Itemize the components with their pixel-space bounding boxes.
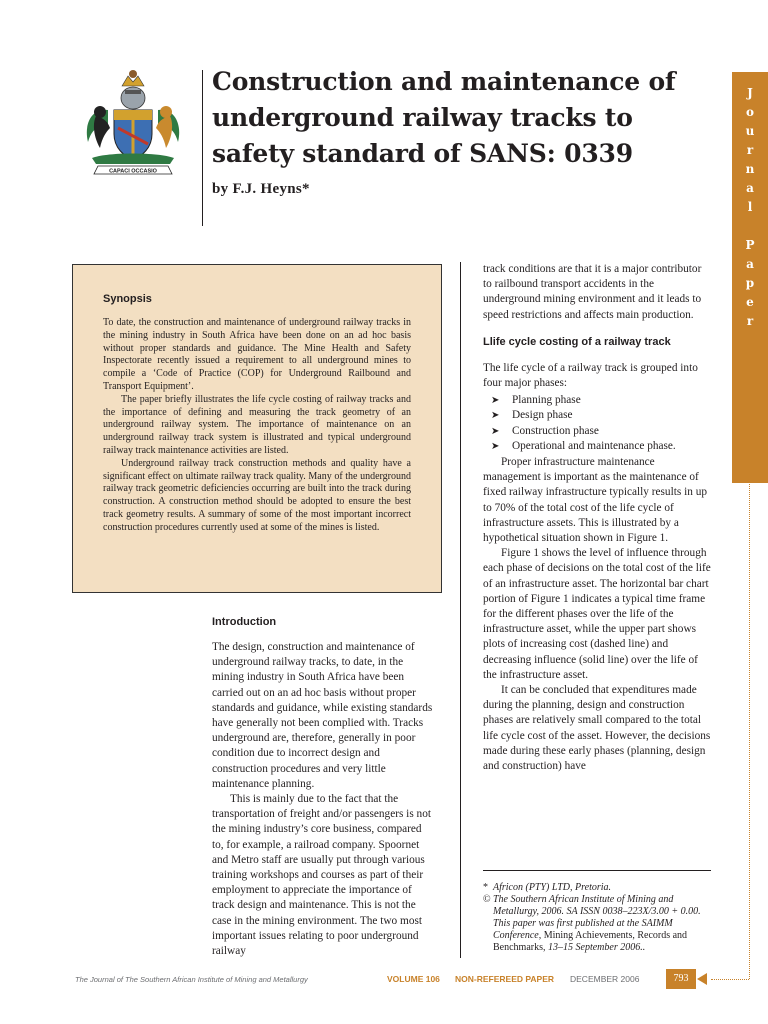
footnote-text: Africon (PTY) LTD, Pretoria. xyxy=(493,882,612,893)
synopsis-paragraph: The paper briefly illustrates the life cycle costing of railway tracks and the importance of defining and measuring the track geometry of an underground railway system. The importance of maintenance on an underground railway track system is illustrated and typical underground railway track maintenance activities are listed. xyxy=(103,393,411,456)
phase-list-item: ➤ Construction phase xyxy=(491,424,712,439)
author-byline: by F.J. Heyns* xyxy=(212,181,310,197)
phase-list-item: ➤ Planning phase xyxy=(491,393,712,408)
journal-paper-sidebar xyxy=(732,72,768,483)
introduction-section xyxy=(212,616,434,959)
life-cycle-heading: Llife cycle costing of a railway track xyxy=(483,335,671,348)
synopsis-paragraph: To date, the construction and maintenance of underground railway tracks in the mining industry in South Africa have been done on an ad hoc basis without proper standards and guidance. The Mine Health and Safety Inspectorate recently issued a requirement to all underground mines to compile a ‘Code of Practice (COP) for Underground Railbound and Transport Equipment’. xyxy=(103,317,411,392)
synopsis-heading: Synopsis xyxy=(103,293,152,305)
institute-crest-logo xyxy=(78,68,188,180)
title-divider xyxy=(202,70,203,226)
sidebar-letter: e xyxy=(746,295,754,309)
sidebar-letter: a xyxy=(746,181,754,195)
synopsis-box xyxy=(72,264,442,593)
phase-list-item: ➤ Design phase xyxy=(491,408,712,423)
sidebar-letter: p xyxy=(745,276,755,290)
footer-journal-name: The Journal of The Southern African Institute of Mining and Metallurgy xyxy=(75,975,308,984)
body-paragraph: The life cycle of a railway track is grouped into four major phases: xyxy=(483,361,698,390)
crest-motto: CAPACI OCCASIO xyxy=(109,168,157,175)
footnote-rule xyxy=(483,870,711,871)
sidebar-letter: n xyxy=(745,162,755,176)
footnote-affiliation xyxy=(483,882,711,894)
phase-list xyxy=(491,393,712,454)
body-paragraph: track conditions are that it is a major contributor to railbound transport accidents in the underground mining environment and it leads to speed restrictions and affects main production. xyxy=(483,263,702,321)
body-paragraph: The design, construction and maintenance of underground railway tracks, to date, in the mining industry in South Africa have been carried out on an ad hoc basis without proper standards and guidance, while existing standards have generally not been complied with. Tracks underground are, therefore, generally in poor condition due to incorrect design and construction procedures and very little maintenance planning. xyxy=(212,641,433,790)
sidebar-letter: r xyxy=(746,314,754,328)
dotted-leader-vertical xyxy=(749,484,750,979)
sidebar-letter: u xyxy=(745,124,755,138)
body-paragraph: It can be concluded that expenditures made during the planning, design and construction phases are relatively small compared to the total life cycle cost of the asset. However, the decisions made during these early phases (planning, design and construction) have xyxy=(483,684,711,773)
footnote-mark: © xyxy=(483,894,491,905)
footer-paper-type: NON-REFEREED PAPER xyxy=(455,974,555,984)
footer-date: DECEMBER 2006 xyxy=(570,974,640,984)
introduction-heading: Introduction xyxy=(212,616,277,628)
sidebar-letter: P xyxy=(745,238,755,252)
sidebar-letter: J xyxy=(747,86,753,100)
page-number: 793 xyxy=(666,969,696,989)
sidebar-letter: o xyxy=(745,105,754,119)
paper-title: Construction and maintenance of underground railway tracks to safety standard of SANS: 0339 xyxy=(212,67,676,168)
footnote-text: 13–15 September 2006.. xyxy=(545,942,646,953)
body-paragraph: This is mainly due to the fact that the transportation of freight and/or passengers is not the mining industry’s core business, compared to, for example, a railroad company. Spoornet and Metro staff are usually put through various training workshops and courses as part of their employment to appreciate the importance of track design and maintenance. This is not the case in the mining environment. The two most important issues relating to poor underground railway xyxy=(212,793,431,958)
sidebar-letter: r xyxy=(746,143,754,157)
footnote-mark: * xyxy=(483,882,488,893)
phase-list-item: ➤ Operational and maintenance phase. xyxy=(491,439,712,454)
life-cycle-section xyxy=(483,262,712,774)
footnotes xyxy=(483,882,711,954)
footnote-text: The Southern African Institute of Mining and Metallurgy, 2006. SA ISSN 0038–223X/3.00 + 0.00. This paper was first published at the SAIMM Conference, xyxy=(493,894,701,941)
page-arrow-icon xyxy=(697,973,707,985)
body-paragraph: Proper infrastructure maintenance management is important as the maintenance of fixed railway infrastructure typically results in up to 70% of the total cost of the life cycle of infrastructure assets. This is illustrated by a hypothetical situation shown in Figure 1. xyxy=(483,456,707,545)
footnote-text: Mining Achievements, Records and Benchmarks, xyxy=(493,930,688,953)
sidebar-letter: l xyxy=(747,200,753,214)
body-paragraph: Figure 1 shows the level of influence through each phase of decisions on the total cost of the life of an infrastructure asset. The horizontal bar chart portion of Figure 1 indicates a typical time frame for the different phases over the life of the infrastructure asset, while the upper part shows plots of increasing cost (dashed line) and decreasing influence (solid line) over the life of the infrastructure asset. xyxy=(483,547,711,681)
dotted-leader xyxy=(711,979,749,980)
column-divider xyxy=(460,262,461,958)
footer-volume: VOLUME 106 xyxy=(387,974,440,984)
synopsis-paragraph: Underground railway track construction methods and quality have a significant effect on ultimate railway track quality. Many of the underground railway track geometric deficiencies occurring are built into the track during construction. A construction method should be adopted to ensure the best track geometry results. A summary of some of the most important incorrect construction procedures currently used at some of the mines is listed. xyxy=(103,457,411,533)
footnote-copyright xyxy=(483,894,711,954)
sidebar-letter: a xyxy=(746,257,754,271)
page-footer xyxy=(0,968,768,992)
